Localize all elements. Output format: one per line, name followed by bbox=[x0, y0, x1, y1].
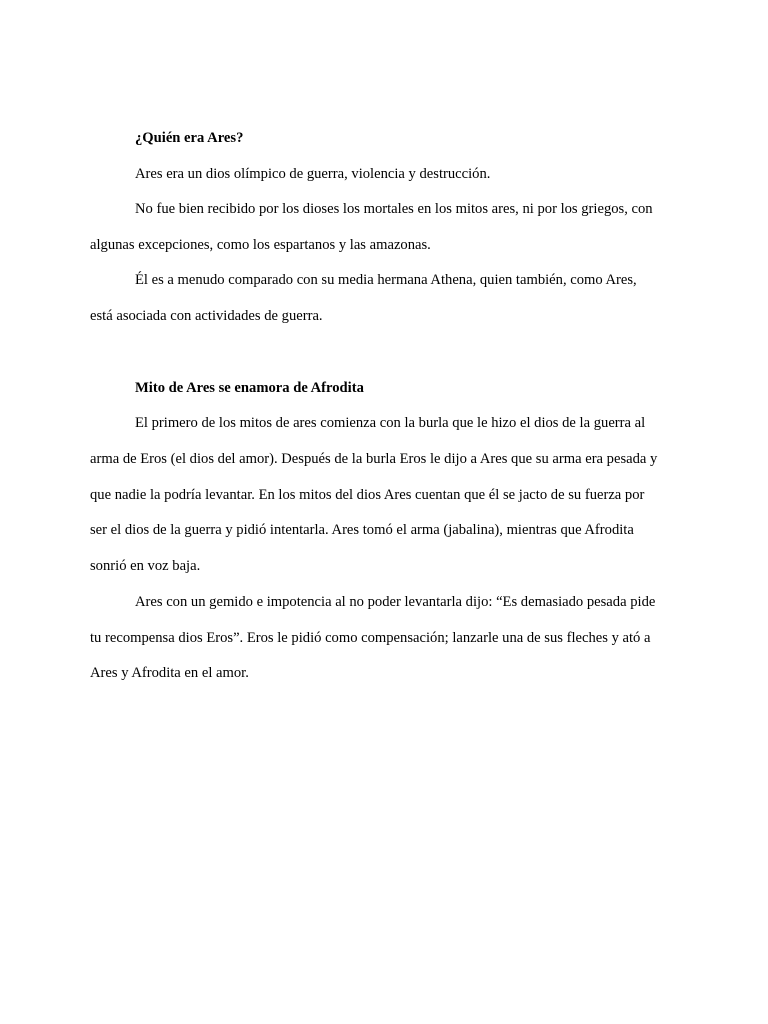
paragraph-line: arma de Eros (el dios del amor). Después de la burla Eros le dijo a Ares que su arma era pesada y bbox=[90, 451, 658, 467]
paragraph-line: Ares era un dios olímpico de guerra, violencia y destrucción. bbox=[135, 166, 491, 182]
paragraph-line: El primero de los mitos de ares comienza con la burla que le hizo el dios de la guerra al bbox=[135, 415, 646, 431]
section-heading-mito-de-ares: Mito de Ares se enamora de Afrodita bbox=[135, 380, 364, 396]
paragraph-line: está asociada con actividades de guerra. bbox=[90, 308, 323, 324]
paragraph-line: algunas excepciones, como los espartanos y las amazonas. bbox=[90, 237, 431, 253]
paragraph-line: tu recompensa dios Eros”. Eros le pidió como compensación; lanzarle una de sus fleches y ató a bbox=[90, 630, 651, 646]
section-heading-quien-era-ares: ¿Quién era Ares? bbox=[135, 130, 244, 146]
paragraph-line: No fue bien recibido por los dioses los mortales en los mitos ares, ni por los griegos, con bbox=[135, 201, 653, 217]
paragraph-line: Ares con un gemido e impotencia al no poder levantarla dijo: “Es demasiado pesada pide bbox=[135, 594, 656, 610]
paragraph-line: ser el dios de la guerra y pidió intentarla. Ares tomó el arma (jabalina), mientras que Afrodita bbox=[90, 522, 634, 538]
paragraph-line: Él es a menudo comparado con su media hermana Athena, quien también, como Ares, bbox=[135, 272, 637, 288]
paragraph-line: sonrió en voz baja. bbox=[90, 558, 201, 574]
paragraph-line: que nadie la podría levantar. En los mitos del dios Ares cuentan que él se jacto de su fuerza por bbox=[90, 487, 645, 503]
paragraph-line: Ares y Afrodita en el amor. bbox=[90, 665, 249, 681]
